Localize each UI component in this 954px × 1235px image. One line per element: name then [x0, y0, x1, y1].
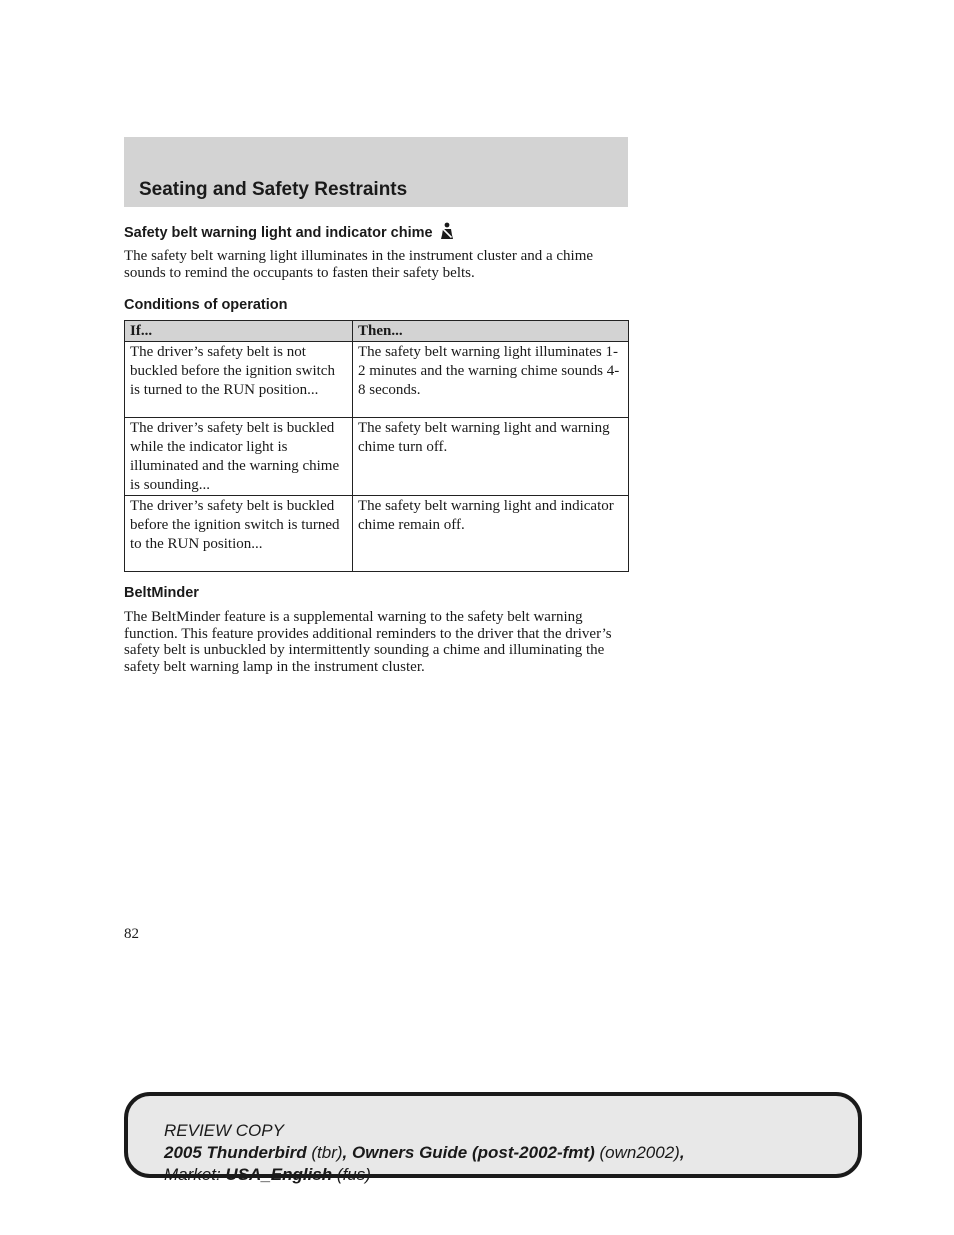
table-cell-if: The driver’s safety belt is buckled while the indicator light is illuminated and the warning chime is sounding... [125, 418, 353, 496]
table-cell-then: The safety belt warning light illuminates 1-2 minutes and the warning chime sounds 4-8 seconds. [353, 342, 629, 418]
table-header-row [125, 321, 629, 342]
table-row [125, 342, 629, 418]
column-header-then: Then... [353, 321, 629, 342]
footer-market-line [164, 1164, 685, 1186]
table-cell-if: The driver’s safety belt is buckled before the ignition switch is turned to the RUN position... [125, 496, 353, 572]
table-cell-then: The safety belt warning light and indicator chime remain off. [353, 496, 629, 572]
review-copy-footer [124, 1092, 862, 1184]
seatbelt-warning-heading [124, 222, 455, 245]
footer-market: USA_English [225, 1165, 333, 1184]
footer-market-code: (fus) [336, 1165, 371, 1184]
footer-market-label: Market: [164, 1165, 221, 1184]
footer-model-code: (tbr) [311, 1143, 343, 1162]
table-cell-if: The driver’s safety belt is not buckled before the ignition switch is turned to the RUN position... [125, 342, 353, 418]
conditions-heading: Conditions of operation [124, 297, 288, 313]
review-copy-label: REVIEW COPY [164, 1121, 284, 1140]
seatbelt-warning-heading-text: Safety belt warning light and indicator chime [124, 225, 433, 241]
seatbelt-icon [439, 222, 455, 245]
seatbelt-warning-description: The safety belt warning light illuminates in the instrument cluster and a chime sounds to remind the occupants to fasten their safety belts. [124, 248, 594, 281]
footer-guide: , Owners Guide (post-2002-fmt) [342, 1143, 595, 1162]
conditions-table [124, 320, 629, 572]
table-row [125, 418, 629, 496]
footer-model: 2005 Thunderbird [164, 1143, 307, 1162]
page-number: 82 [124, 926, 139, 942]
column-header-if: If... [125, 321, 353, 342]
table-row [125, 496, 629, 572]
footer-guide-code: (own2002) [599, 1143, 680, 1162]
beltminder-description: The BeltMinder feature is a supplemental warning to the safety belt warning function. This feature provides additional reminders to the driver that the driver’s safety belt is unbuckled by intermittently sounding a chime and illuminating the safety belt warning lamp in the instrument cluster. [124, 609, 612, 675]
footer-text [164, 1120, 685, 1186]
section-header-band [124, 137, 628, 207]
footer-comma: , [679, 1143, 685, 1162]
section-title: Seating and Safety Restraints [139, 179, 408, 200]
footer-guide-line [164, 1142, 685, 1164]
beltminder-heading: BeltMinder [124, 585, 199, 601]
table-cell-then: The safety belt warning light and warning chime turn off. [353, 418, 629, 496]
